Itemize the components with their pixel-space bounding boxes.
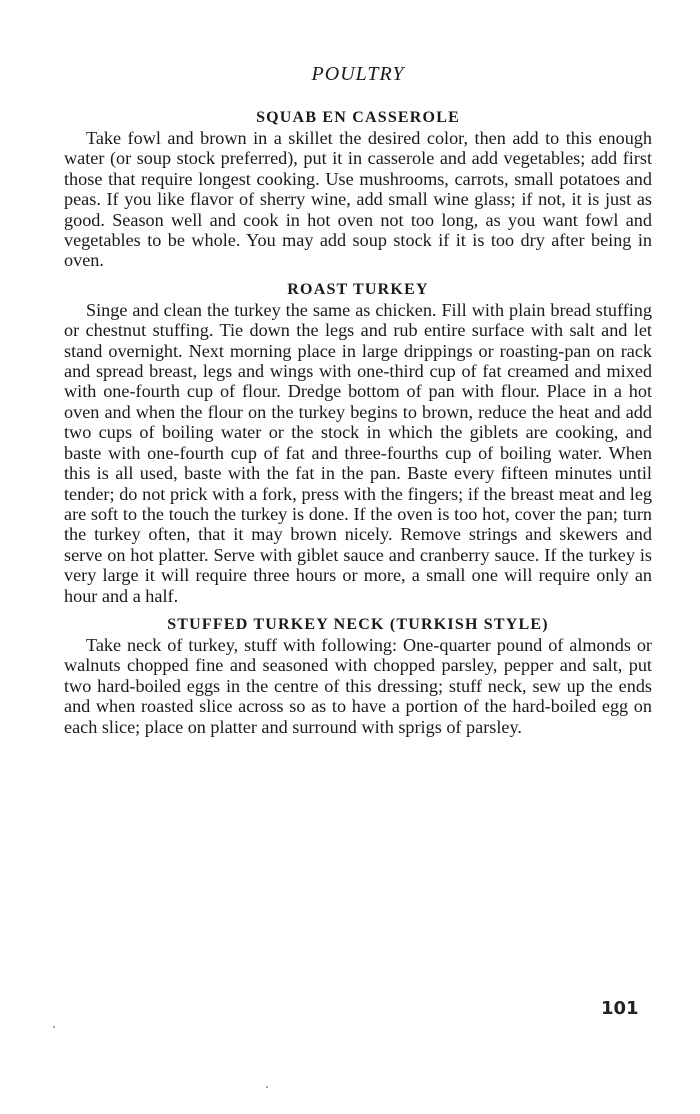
recipe-title: ROAST TURKEY [287,280,429,298]
running-head: POULTRY [311,63,405,85]
book-page [64,62,652,746]
recipe-body: Take neck of turkey, stuff with following: One-quarter pound of almonds or walnuts chopped fine and seasoned with chopped parsley, pepper and salt, put two hard-boiled eggs in the centre of this dressing; stuff neck, sew up the ends and when roasted slice across so as to have a portion of the hard-boiled egg on each slice; place on platter and surround with sprigs of parsley. [64,634,652,737]
print-speck [266,1086,268,1088]
recipe-stuffed-turkey-neck [64,615,652,737]
recipe-title: STUFFED TURKEY NECK (TURKISH STYLE) [167,615,549,633]
print-speck [53,1026,55,1028]
page-number: 101 [601,998,639,1019]
recipe-body: Singe and clean the turkey the same as chicken. Fill with plain bread stuffing or chestnut stuffing. Tie down the legs and rub entire surface with salt and let stand overnight. Next morning place in large drippings or roasting-pan on rack and spread breast, legs and wings with one-third cup of fat creamed and mixed with one-fourth cup of flour. Dredge bottom of pan with flour. Place in a hot oven and when the flour on the turkey begins to brown, reduce the heat and add two cups of boiling water or the stock in which the giblets are cooking, and baste with one-fourth cup of fat and three-fourths cup of boiling water. When this is all used, baste with the fat in the pan. Baste every fifteen minutes until tender; do not prick with a fork, press with the fingers; if the breast meat and leg are soft to the touch the turkey is done. If the oven is too hot, cover the pan; turn the turkey often, that it may brown nicely. Remove strings and skewers and serve on hot platter. Serve with giblet sauce and cranberry sauce. If the turkey is very large it will require three hours or more, a small one will require only an hour and a half. [64,299,652,606]
recipe-body: Take fowl and brown in a skillet the desired color, then add to this enough water (or soup stock preferred), put it in casserole and add vegetables; add first those that require longest cooking. Use mushrooms, carrots, small potatoes and peas. If you like flavor of sherry wine, add small wine glass; if not, it is just as good. Season well and cook in hot oven not too long, as you want fowl and vegetables to be whole. You may add soup stock if it is too dry after being in oven. [64,128,652,271]
recipe-roast-turkey [64,280,652,606]
recipe-squab-en-casserole [64,108,652,271]
recipe-title: SQUAB EN CASSEROLE [256,109,460,126]
